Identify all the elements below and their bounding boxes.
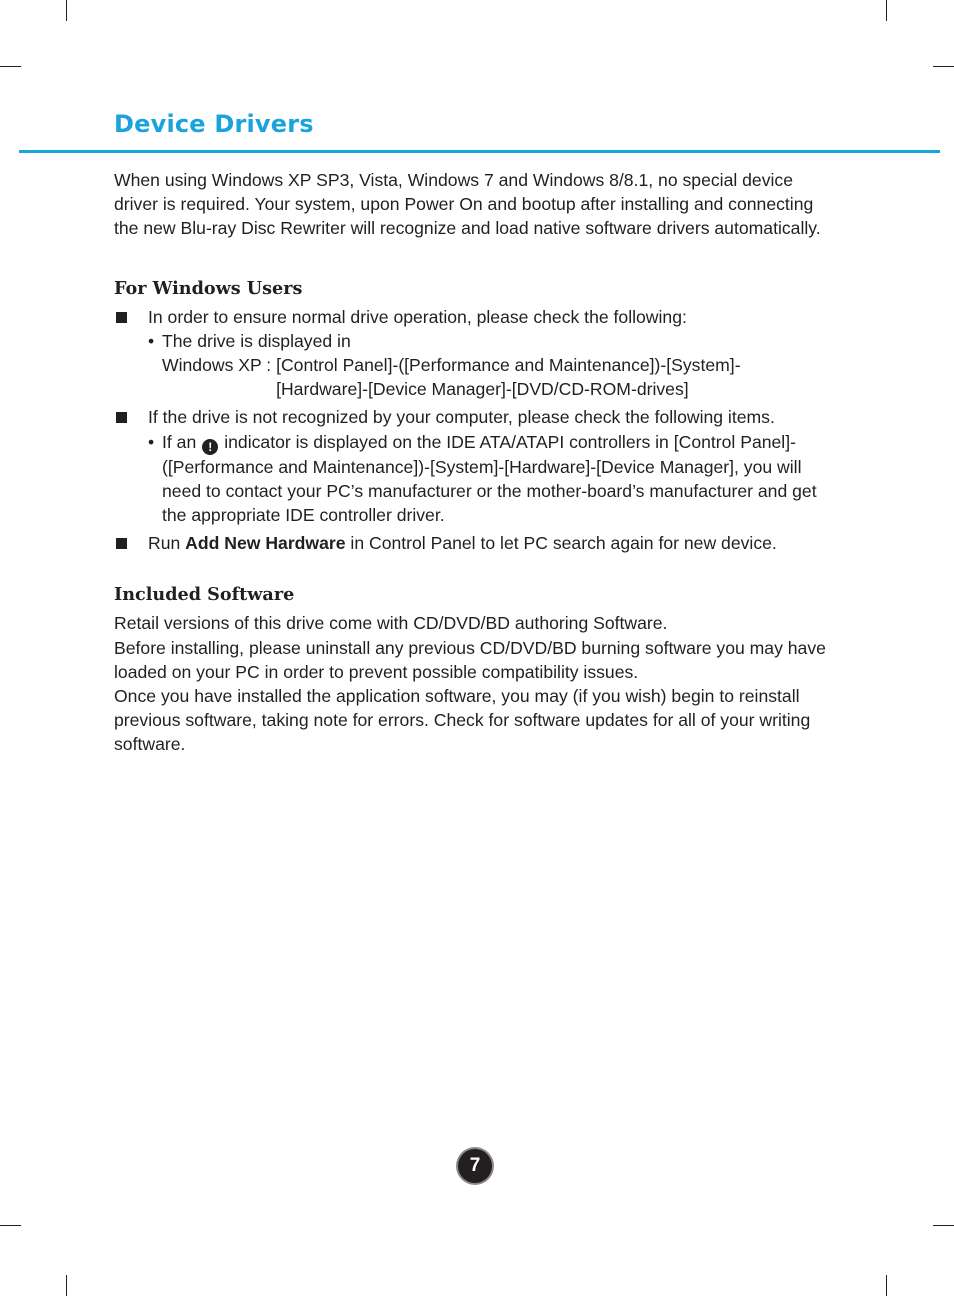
crop-mark [0,1225,21,1226]
section-heading-included-software: Included Software [114,584,295,606]
sub-item-body: indicator is displayed on the IDE ATA/ATAPI controllers in [Control Panel]-([Performance and Maintenance])-[System]-[Hardware]-[Device Manager], you will need to contact your PC’s manufacturer or the mother-board’s manufacturer and get the appropriate IDE controller driver. [162,431,817,526]
crop-mark [933,66,954,67]
bullet-square-icon [116,312,127,323]
bullet-dot-icon: • [148,431,155,452]
exclamation-warning-icon: ! [202,439,218,455]
path-value [276,353,740,401]
sub-item-text [162,430,839,528]
bullet-square-icon [116,412,127,423]
list-item [114,305,839,402]
page-content [114,168,839,757]
path-label: Windows XP : [162,355,277,376]
sub-item [148,329,839,402]
item-prefix: Run [148,533,181,554]
crop-mark [886,1275,887,1296]
crop-mark [66,1275,67,1296]
software-paragraph: Before installing, please uninstall any previous CD/DVD/BD burning software you may have loaded on your PC in order to prevent possible compatibility issues. [114,637,826,682]
list-item-text: If the drive is not recognized by your computer, please check the following items. [148,407,775,428]
list-item-text: In order to ensure normal drive operation, please check the following: [148,306,687,327]
software-paragraph: Once you have installed the application software, you may (if you wish) begin to reinstall previous software, taking note for errors. Check for software updates for all of your writing software. [114,686,811,755]
software-paragraph: Retail versions of this drive come with CD/DVD/BD authoring Software. [114,613,668,634]
windows-users-list [114,305,839,556]
crop-mark [886,0,887,21]
list-item [114,405,839,527]
path-line: [Control Panel]-([Performance and Maintenance])-[System]- [276,355,741,376]
list-item-text [148,531,839,555]
device-manager-path [162,353,839,401]
path-line: [Hardware]-[Device Manager]-[DVD/CD-ROM-drives] [276,379,689,400]
sub-item-prefix: If an [162,431,197,452]
crop-mark [66,0,67,21]
page-title: Device Drivers [114,110,314,138]
sub-item [148,430,839,528]
title-divider [19,150,940,153]
item-suffix: in Control Panel to let PC search again for new device. [350,533,777,554]
item-bold-term: Add New Hardware [185,533,346,554]
bullet-square-icon [116,538,127,549]
crop-mark [933,1225,954,1226]
list-item [114,531,839,555]
section-heading-windows-users: For Windows Users [114,277,303,299]
intro-paragraph: When using Windows XP SP3, Vista, Windows 7 and Windows 8/8.1, no special device driver is required. Your system, upon Power On and bootup after installing and connecting the new Blu-ray Disc Rewriter will recognize and load native software drivers automatically. [114,170,821,239]
page-number-badge: 7 [458,1149,492,1183]
bullet-dot-icon: • [148,330,155,351]
sub-item-text: The drive is displayed in [162,330,351,351]
crop-mark [0,66,21,67]
